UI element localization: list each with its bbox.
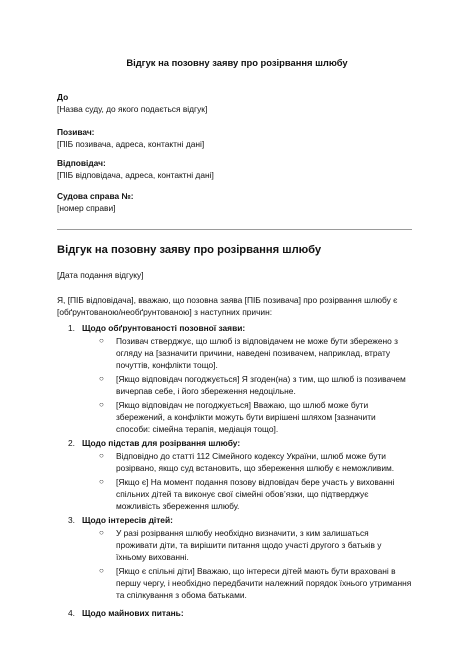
- argument-section: [57, 322, 412, 435]
- bullet-icon: ○: [99, 336, 104, 345]
- list-item: [82, 476, 412, 512]
- section-heading: Щодо майнових питань:: [82, 608, 184, 618]
- list-item-text: [Якщо відповідач погоджується] Я згоден(на) з тим, що шлюб із позивачем вичерпав себе, і його збереження недоцільне.: [116, 374, 406, 396]
- list-item: [82, 565, 412, 601]
- list-item-text: У разі розірвання шлюбу необхідно визначити, з ким залишаться проживати діти, та вирішити питання щодо участі другого з батьків у їхньому вихованні.: [116, 528, 382, 562]
- section-number: 1.: [68, 323, 75, 333]
- argument-section: [57, 514, 412, 601]
- submission-date: [Дата подання відгуку]: [57, 270, 144, 280]
- bullet-icon: ○: [99, 374, 104, 383]
- list-item: [82, 450, 412, 474]
- argument-section: [57, 607, 412, 619]
- arguments-list: [57, 322, 412, 620]
- section-number: 4.: [68, 608, 75, 618]
- bullet-icon: ○: [99, 528, 104, 537]
- list-item-text: [Якщо є спільні діти] Вважаю, що інтереси дітей мають бути враховані в першу чергу, і необхідно передбачити належний порядок їхнього утримання та спілкування з обома батьками.: [116, 566, 412, 600]
- defendant-block: [57, 157, 412, 181]
- list-item-text: [Якщо є] На момент подання позову відповідач бере участь у вихованні спільних дітей та виконує свої сімейні обов’язки, що підтверджує можливість збереження шлюбу.: [116, 477, 395, 511]
- list-item: [82, 399, 412, 435]
- plaintiff-block: [57, 126, 412, 150]
- list-item: [82, 335, 412, 371]
- court-value: [Назва суду, до якого подається відгук]: [57, 104, 208, 114]
- defendant-label: Відповідач:: [57, 158, 106, 168]
- list-item-text: [Якщо відповідач не погоджується] Вважаю, що шлюб може бути збережений, а конфлікти можуть бути вирішені шляхом [зазначити способи: сімейна терапія, медіація тощо].: [116, 400, 376, 434]
- section-heading: Щодо обґрунтованості позовної заяви:: [82, 323, 246, 333]
- argument-section: [57, 437, 412, 512]
- document-title: Відгук на позовну заяву про розірвання шлюбу: [126, 57, 348, 68]
- case-value: [номер справи]: [57, 203, 116, 213]
- bullet-icon: ○: [99, 400, 104, 409]
- court-label: До: [57, 92, 69, 102]
- section-heading: Щодо інтересів дітей:: [82, 515, 173, 525]
- list-item: [82, 527, 412, 563]
- bullet-icon: ○: [99, 451, 104, 460]
- plaintiff-label: Позивач:: [57, 127, 95, 137]
- section-heading: Щодо підстав для розірвання шлюбу:: [82, 438, 241, 448]
- court-block: [57, 91, 412, 115]
- section-divider: [57, 229, 412, 230]
- section-number: 3.: [68, 515, 75, 525]
- list-item: [82, 373, 412, 397]
- response-heading: Відгук на позовну заяву про розірвання шлюбу: [57, 244, 322, 256]
- defendant-value: [ПІБ відповідача, адреса, контактні дані]: [57, 170, 214, 180]
- case-label: Судова справа №:: [57, 191, 134, 201]
- section-number: 2.: [68, 438, 75, 448]
- bullet-icon: ○: [99, 477, 104, 486]
- plaintiff-value: [ПІБ позивача, адреса, контактні дані]: [57, 139, 205, 149]
- bullet-icon: ○: [99, 566, 104, 575]
- list-item-text: Позивач стверджує, що шлюб із відповідачем не може бути збережено з огляду на [зазначити причини, наведені позивачем, наприклад, втрату почуттів, конфлікти тощо].: [116, 336, 398, 370]
- case-block: [57, 190, 412, 214]
- intro-paragraph: Я, [ПІБ відповідача], вважаю, що позовна заява [ПІБ позивача] про розірвання шлюбу є [обґрунтованою/необґрунтованою] з наступних причин:: [57, 295, 398, 317]
- list-item-text: Відповідно до статті 112 Сімейного кодексу України, шлюб може бути розірвано, якщо суд встановить, що збереження шлюбу є неможливим.: [116, 451, 395, 473]
